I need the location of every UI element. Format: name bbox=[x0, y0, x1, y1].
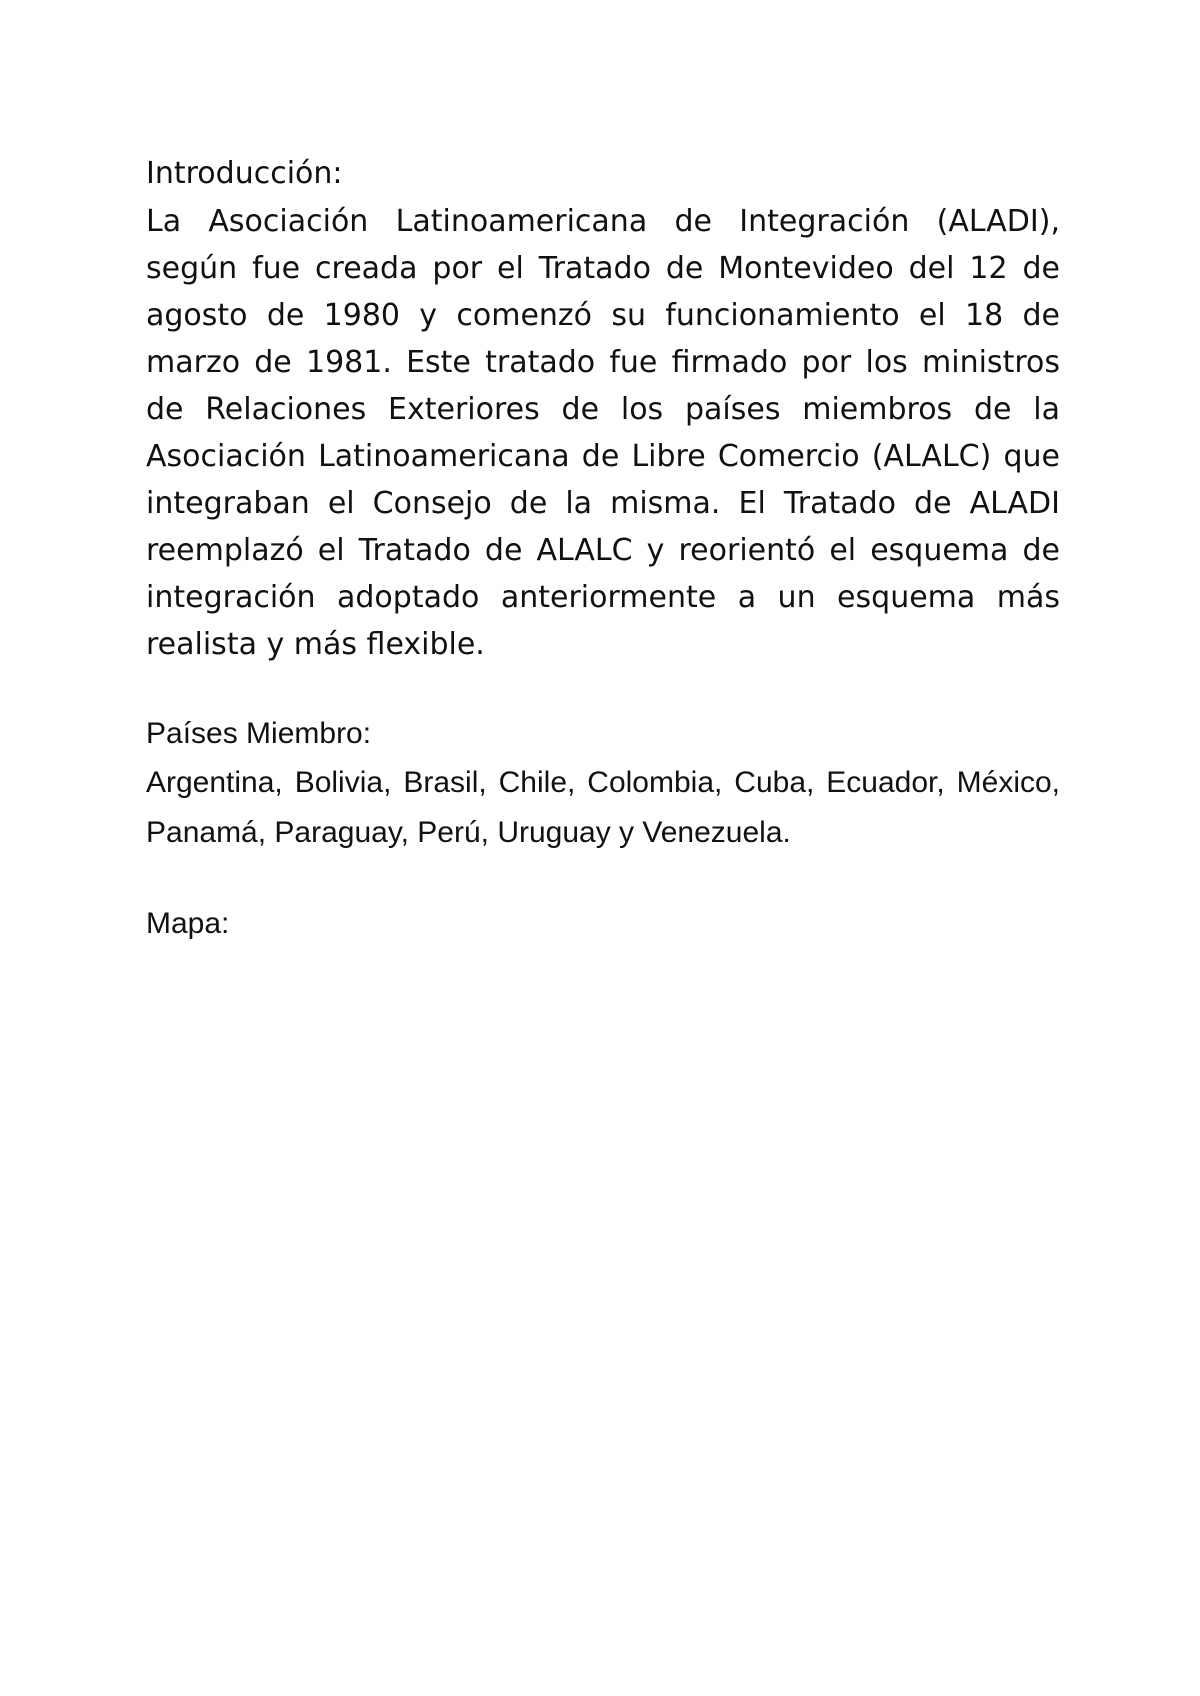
introduction-paragraph: La Asociación Latinoamericana de Integración (ALADI), según fue creada por el Tratado de Montevideo del 12 de agosto de 1980 y comenzó su funcionamiento el 18 de marzo de 1981. Este tratado fue firmado por los ministros de Relaciones Exteriores de los países miembros de la Asociación Latinoamericana de Libre Comercio (ALALC) que integraban el Consejo de la misma. El Tratado de ALADI reemplazó el Tratado de ALALC y reorientó el esquema de integración adoptado anteriormente a un esquema más realista y más flexible. bbox=[146, 204, 1060, 662]
document-content bbox=[146, 150, 1060, 1478]
member-countries-list: Argentina, Bolivia, Brasil, Chile, Colombia, Cuba, Ecuador, México, Panamá, Paraguay, Perú, Uruguay y Venezuela. bbox=[146, 766, 1060, 849]
introduction-heading: Introducción: bbox=[146, 156, 343, 191]
member-countries-heading: Países Miembro: bbox=[146, 717, 372, 750]
map-placeholder bbox=[146, 958, 1060, 1478]
map-heading: Mapa: bbox=[146, 907, 230, 940]
